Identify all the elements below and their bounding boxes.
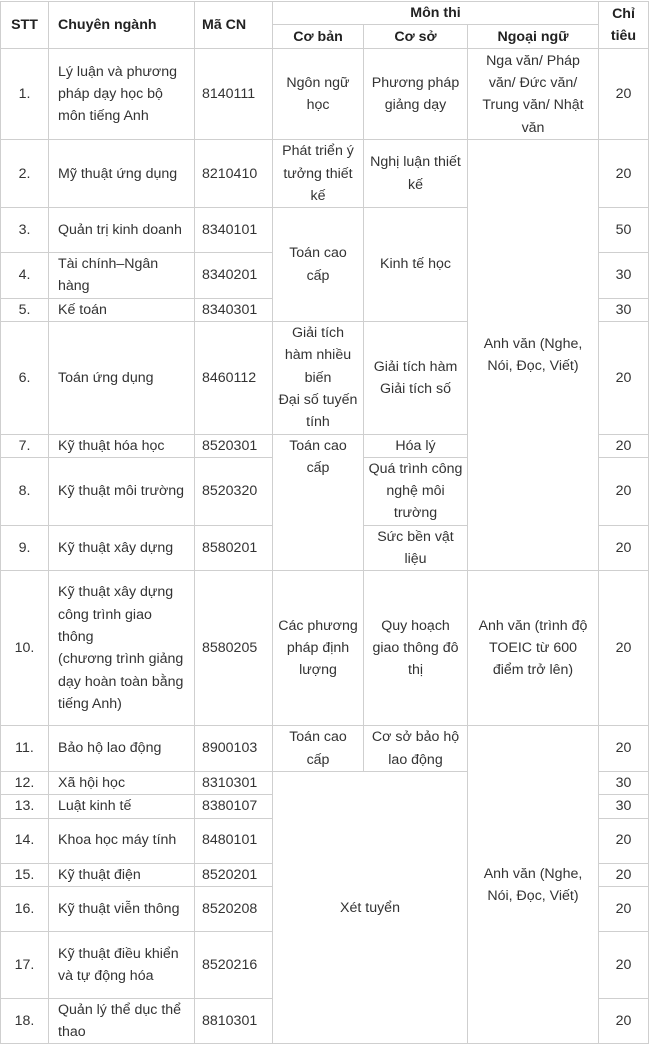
exam-foundation: Quy hoạch giao thông đô thị xyxy=(364,571,468,726)
row-major: Kỹ thuật môi trường xyxy=(49,457,195,525)
row-code: 8340201 xyxy=(195,253,273,299)
row-major: Kỹ thuật điều khiển và tự động hóa xyxy=(49,931,195,998)
table-row xyxy=(1,726,649,772)
row-major: Kỹ thuật xây dựng công trình giao thông (chương trình giảng dạy hoàn toàn bằng tiếng Anh) xyxy=(49,571,195,726)
exam-language: Nga văn/ Pháp văn/ Đức văn/ Trung văn/ Nhật văn xyxy=(468,49,599,140)
row-stt: 12. xyxy=(1,771,49,794)
row-code: 8340301 xyxy=(195,298,273,321)
row-quota: 20 xyxy=(599,886,649,931)
exam-foundation: Quá trình công nghệ môi trường xyxy=(364,457,468,525)
row-code: 8310301 xyxy=(195,771,273,794)
exam-foundation: Cơ sở bảo hộ lao động xyxy=(364,726,468,772)
row-stt: 11. xyxy=(1,726,49,772)
exam-language: Anh văn (trình độ TOEIC từ 600 điểm trở lên) xyxy=(468,571,599,726)
row-quota: 30 xyxy=(599,253,649,299)
row-major: Kỹ thuật điện xyxy=(49,863,195,886)
row-quota: 20 xyxy=(599,931,649,998)
row-code: 8580201 xyxy=(195,525,273,571)
exam-language: Anh văn (Nghe, Nói, Đọc, Viết) xyxy=(468,140,599,571)
row-stt: 6. xyxy=(1,322,49,434)
row-major: Kỹ thuật hóa học xyxy=(49,434,195,457)
row-stt: 7. xyxy=(1,434,49,457)
row-quota: 20 xyxy=(599,818,649,863)
row-major: Tài chính–Ngân hàng xyxy=(49,253,195,299)
row-stt: 10. xyxy=(1,571,49,726)
row-stt: 18. xyxy=(1,998,49,1044)
row-stt: 4. xyxy=(1,253,49,299)
row-code: 8520320 xyxy=(195,457,273,525)
row-major: Bảo hộ lao động xyxy=(49,726,195,772)
row-major: Kỹ thuật viễn thông xyxy=(49,886,195,931)
row-stt: 16. xyxy=(1,886,49,931)
exam-basic: Toán cao cấp xyxy=(273,434,364,571)
exam-basic: Phát triển ý tưởng thiết kế xyxy=(273,140,364,208)
row-code: 8520216 xyxy=(195,931,273,998)
row-quota: 20 xyxy=(599,863,649,886)
row-quota: 20 xyxy=(599,322,649,434)
header-stt: STT xyxy=(1,2,49,49)
row-quota: 30 xyxy=(599,771,649,794)
row-major: Kế toán xyxy=(49,298,195,321)
exam-basic: Toán cao cấp xyxy=(273,208,364,322)
row-major: Mỹ thuật ứng dụng xyxy=(49,140,195,208)
header-basic: Cơ bản xyxy=(273,25,364,49)
row-code: 8580205 xyxy=(195,571,273,726)
header-major: Chuyên ngành xyxy=(49,2,195,49)
row-quota: 20 xyxy=(599,726,649,772)
exam-foundation: Kinh tế học xyxy=(364,208,468,322)
row-stt: 1. xyxy=(1,49,49,140)
row-stt: 8. xyxy=(1,457,49,525)
row-major: Khoa học máy tính xyxy=(49,818,195,863)
header-language: Ngoại ngữ xyxy=(468,25,599,49)
admission-table xyxy=(0,1,649,1044)
exam-foundation: Giải tích hàm Giải tích số xyxy=(364,322,468,434)
row-stt: 2. xyxy=(1,140,49,208)
row-stt: 13. xyxy=(1,795,49,818)
header-exam: Môn thi xyxy=(273,2,599,25)
exam-basic: Ngôn ngữ học xyxy=(273,49,364,140)
row-quota: 20 xyxy=(599,998,649,1044)
exam-language: Anh văn (Nghe, Nói, Đọc, Viết) xyxy=(468,726,599,1044)
row-stt: 9. xyxy=(1,525,49,571)
row-major: Xã hội học xyxy=(49,771,195,794)
row-major: Toán ứng dụng xyxy=(49,322,195,434)
row-stt: 17. xyxy=(1,931,49,998)
row-code: 8380107 xyxy=(195,795,273,818)
exam-foundation: Nghị luận thiết kế xyxy=(364,140,468,208)
row-quota: 20 xyxy=(599,457,649,525)
row-code: 8210410 xyxy=(195,140,273,208)
row-major: Quản lý thể dục thể thao xyxy=(49,998,195,1044)
exam-foundation: Hóa lý xyxy=(364,434,468,457)
row-major: Luật kinh tế xyxy=(49,795,195,818)
row-stt: 15. xyxy=(1,863,49,886)
row-code: 8480101 xyxy=(195,818,273,863)
exam-basic: Toán cao cấp xyxy=(273,726,364,772)
table-row xyxy=(1,140,649,208)
row-quota: 30 xyxy=(599,298,649,321)
row-code: 8520201 xyxy=(195,863,273,886)
row-code: 8810301 xyxy=(195,998,273,1044)
row-code: 8140111 xyxy=(195,49,273,140)
row-quota: 20 xyxy=(599,434,649,457)
row-quota: 50 xyxy=(599,208,649,253)
row-quota: 20 xyxy=(599,525,649,571)
row-code: 8460112 xyxy=(195,322,273,434)
row-stt: 3. xyxy=(1,208,49,253)
exam-foundation: Phương pháp giảng dạy xyxy=(364,49,468,140)
row-major: Quản trị kinh doanh xyxy=(49,208,195,253)
header-quota: Chỉ tiêu xyxy=(599,2,649,49)
exam-admission: Xét tuyển xyxy=(273,771,468,1043)
table-row xyxy=(1,571,649,726)
row-stt: 5. xyxy=(1,298,49,321)
row-code: 8340101 xyxy=(195,208,273,253)
exam-basic: Giải tích hàm nhiều biến Đại số tuyến tính xyxy=(273,322,364,434)
header-code: Mã CN xyxy=(195,2,273,49)
row-stt: 14. xyxy=(1,818,49,863)
table-row xyxy=(1,49,649,140)
row-major: Lý luận và phương pháp dạy học bộ môn tiếng Anh xyxy=(49,49,195,140)
exam-foundation: Sức bền vật liệu xyxy=(364,525,468,571)
row-quota: 20 xyxy=(599,140,649,208)
row-code: 8520301 xyxy=(195,434,273,457)
row-major: Kỹ thuật xây dựng xyxy=(49,525,195,571)
row-quota: 20 xyxy=(599,571,649,726)
row-quota: 20 xyxy=(599,49,649,140)
exam-basic: Các phương pháp định lượng xyxy=(273,571,364,726)
row-quota: 30 xyxy=(599,795,649,818)
row-code: 8520208 xyxy=(195,886,273,931)
row-code: 8900103 xyxy=(195,726,273,772)
header-foundation: Cơ sở xyxy=(364,25,468,49)
